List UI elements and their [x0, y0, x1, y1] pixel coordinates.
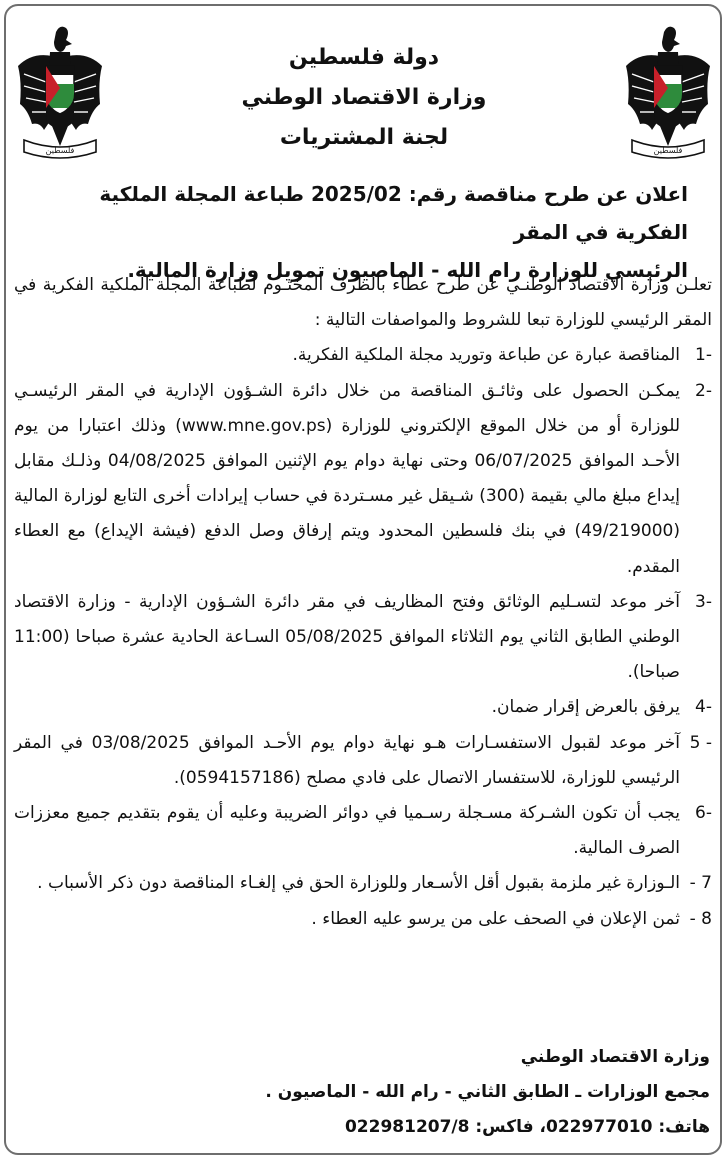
condition-item-5 — [14, 726, 712, 796]
condition-item-4 — [14, 690, 712, 725]
title-line-2: الرئيسي للوزارة رام الله - الماصيون تمويل وزارة المالية. — [127, 258, 688, 282]
item-number: -4 — [695, 697, 712, 718]
footer-contact: هاتف: 022977010، فاكس: 022981207/8 — [344, 1117, 710, 1137]
ministry-name: وزارة الاقتصاد الوطني — [241, 85, 487, 110]
condition-item-8 — [14, 902, 712, 937]
emblem-inscription: فلسطين — [653, 146, 683, 155]
conditions-list — [14, 338, 712, 936]
item-number: -1 — [695, 345, 712, 366]
condition-item-1 — [14, 338, 712, 373]
condition-item-7 — [14, 866, 712, 901]
footer-address: مجمع الوزارات ـ الطابق الثاني - رام الله - الماصيون . — [265, 1082, 710, 1102]
item-number: -6 — [695, 803, 712, 824]
condition-item-2 — [14, 374, 712, 585]
emblem-inscription: فلسطين — [45, 146, 75, 155]
signature-block — [14, 1040, 710, 1145]
announcement-body — [14, 268, 712, 937]
item-text: يجب أن تكون الشـركة مسـجلة رسـميا في دوائر الضريبة وعليه أن يقوم بتقديم جميع معززات الصرف المالية. — [14, 803, 680, 859]
committee-name: لجنة المشتريات — [279, 125, 449, 150]
item-number: -3 — [695, 591, 712, 612]
item-text: يمكـن الحصول على وثائـق المناقصة من خلال دائرة الشـؤون الإدارية في المقر الرئيسـي للوزارة أو من خلال الموقع الإلكتروني للوزارة (www.mne.gov.ps) وذلك اعتبارا من يوم الأحـد الموافق 06/07/2025 وحتى نهاية دوام يوم الإثنين الموافق 04/08/2025 وذلـك مقابل إيداع مبلغ مالي بقيمة (300) شـيقل غير مسـتردة في حساب إيرادات أخرى التابع لوزارة المالية (49/219000) في بنك فلسطين المحدود ويتم إرفاق وصل الدفع (فيشة الإيداع) مع العطاء المقدم. — [14, 380, 680, 577]
item-number: - 5 — [689, 732, 712, 753]
item-number: 8 - — [689, 908, 712, 929]
letterhead — [0, 38, 728, 158]
intro-paragraph: تعلـن وزارة الاقتصاد الوطنـي عن طرح عطاء بالظرف المختـوم لطباعة المجلة الملكية الفكرية في المقر الرئيسي للوزارة تبعا للشروط والمواصفات التالية : — [14, 275, 712, 331]
item-text: آخر موعد لقبول الاستفسـارات هـو نهاية دوام يوم الأحـد الموافق 03/08/2025 في المقر الرئيسي للوزارة، للاستفسار الاتصال على فادي مصلح (0594157186). — [14, 732, 680, 788]
condition-item-6 — [14, 796, 712, 866]
footer-org: وزارة الاقتصاد الوطني — [520, 1047, 710, 1067]
item-text: يرفق بالعرض إقرار ضمان. — [491, 697, 680, 718]
item-number: -2 — [695, 380, 712, 401]
item-number: 7 - — [689, 873, 712, 894]
item-text: المناقصة عبارة عن طباعة وتوريد مجلة الملكية الفكرية. — [292, 345, 680, 366]
item-text: ثمن الإعلان في الصحف على من يرسو عليه العطاء . — [311, 908, 680, 929]
item-text: آخر موعد لتسـليم الوثائق وفتح المظاريف في مقر دائرة الشـؤون الإدارية - وزارة الاقتصاد الوطني الطابق الثاني يوم الثلاثاء الموافق 05/08/2025 السـاعة الحادية عشرة صباحا (11:00 صباحا). — [14, 591, 681, 683]
state-name: دولة فلسطين — [288, 45, 440, 70]
condition-item-3 — [14, 585, 712, 691]
title-line-1: اعلان عن طرح مناقصة رقم: 2025/02 طباعة المجلة الملكية الفكرية في المقر — [99, 182, 688, 244]
item-text: الـوزارة غير ملزمة بقبول أقل الأسـعار وللوزارة الحق في إلغـاء المناقصة دون ذكر الأسباب . — [37, 873, 680, 894]
